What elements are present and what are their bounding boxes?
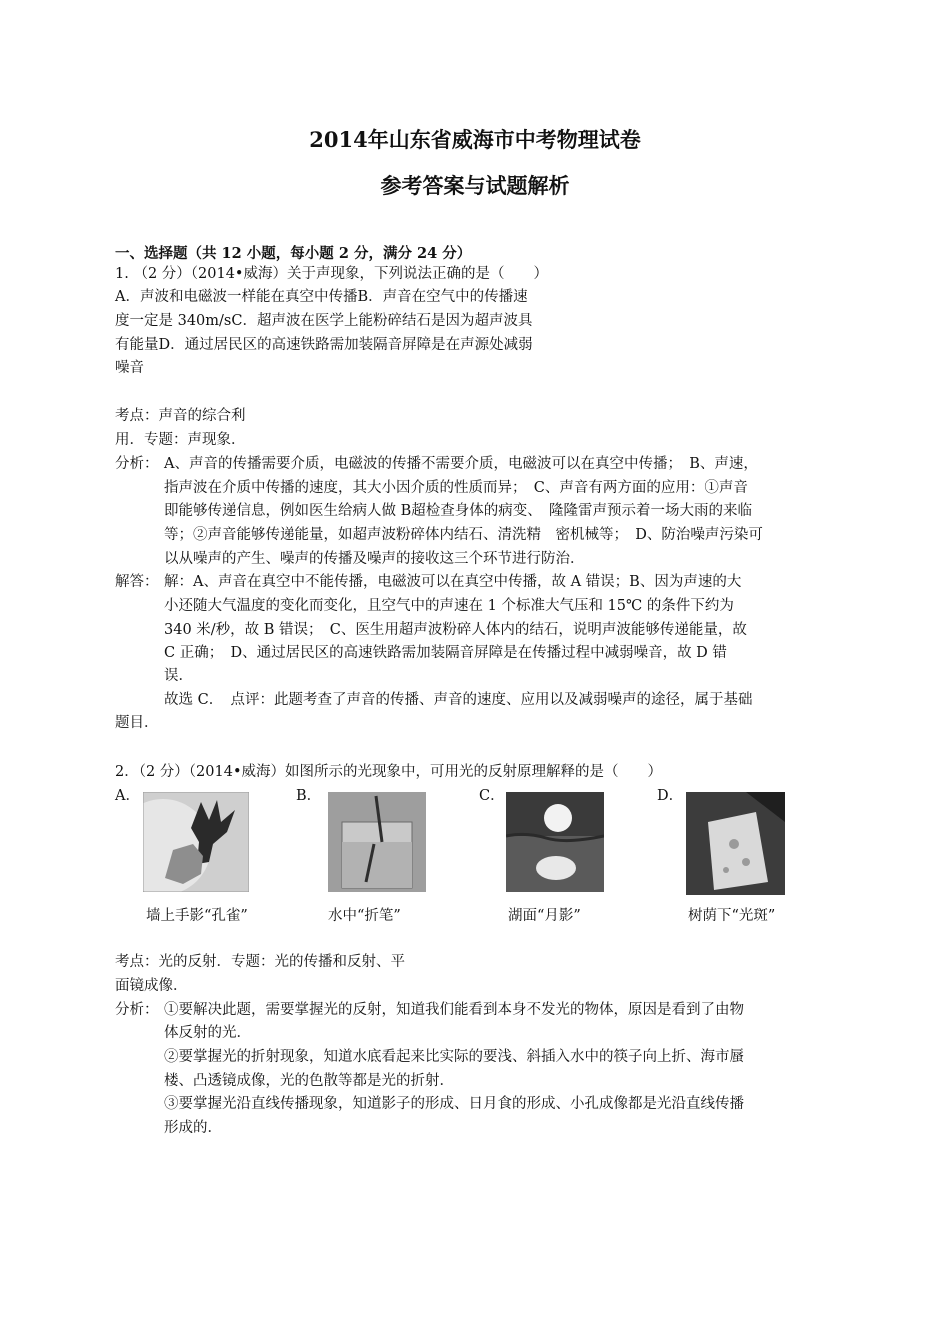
q1-option-line: 有能量D．通过居民区的高速铁路需加装隔音屏障是在声源处减弱 — [115, 337, 533, 353]
q1-analysis-line: 即能够传递信息，例如医生给病人做 B超检查身体的病变、 隆隆雷声预示着一场大雨的来临 — [164, 503, 753, 519]
q2-caption-a: 墙上手影“孔雀” — [146, 908, 248, 924]
q1-stem: 1. （2 分）（2014•威海）关于声现象，下列说法正确的是（ ） — [115, 266, 548, 282]
q1-option-line: 度一定是 340m/sC．超声波在医学上能粉碎结石是因为超声波具 — [115, 313, 533, 329]
q1-answer-tail: 题目． — [115, 715, 159, 731]
shadow-peacock-photo — [143, 792, 249, 892]
moon-reflection-photo — [506, 792, 604, 892]
q2-analysis-line: ①要解决此题，需要掌握光的反射，知道我们能看到本身不发光的物体，原因是看到了由物 — [164, 1002, 744, 1018]
q2-analysis-line: 形成的． — [164, 1120, 222, 1136]
q1-answer-line: 故选 C． 点评：此题考查了声音的传播、声音的速度、应用以及减弱噪声的途径，属于基础 — [164, 692, 753, 708]
q2-choice-c-label: C． — [479, 788, 505, 804]
q1-answer-line: 340 米/秒，故 B 错误； C、医生用超声波粉碎人体内的结石，说明声波能够传递能量，故 — [164, 622, 747, 638]
q2-analysis-line: ③要掌握光沿直线传播现象，知道影子的形成、日月食的形成、小孔成像都是光沿直线传播 — [164, 1096, 744, 1112]
q2-choice-a-label: A． — [115, 788, 140, 804]
q1-analysis-line: 指声波在介质中传播的速度，其大小因介质的性质而异； C、声音有两方面的应用：①声音 — [164, 480, 748, 496]
q2-analysis-line: 楼、凸透镜成像，光的色散等都是光的折射． — [164, 1073, 454, 1089]
q1-answer-line: 误． — [164, 668, 193, 684]
q1-answer-line: 小还随大气温度的变化而变化，且空气中的声速在 1 个标准大气压和 15℃ 的条件下约为 — [164, 598, 734, 614]
q2-choice-b-label: B． — [296, 788, 322, 804]
q1-analysis-line: 等；②声音能够传递能量，如超声波粉碎体内结石、清洗精 密机械等； D、防治噪声污染可 — [164, 527, 763, 543]
q2-caption-c: 湖面“月影” — [508, 908, 581, 924]
q2-analysis-line: 体反射的光． — [164, 1025, 251, 1041]
q1-kaodian: 用．专题：声现象． — [115, 432, 246, 448]
light-spots-photo — [686, 792, 785, 895]
q1-analysis-label: 分析： — [115, 456, 159, 472]
pen-in-water-photo — [328, 792, 426, 892]
q1-answer-line: C 正确； D、通过居民区的高速铁路需加装隔音屏障是在传播过程中减弱噪音，故 D 错 — [164, 645, 727, 661]
q2-choice-d-label: D． — [657, 788, 684, 804]
q1-kaodian: 考点：声音的综合利 — [115, 408, 246, 424]
q2-analysis-label: 分析： — [115, 1002, 159, 1018]
q1-option-line: 噪音 — [115, 360, 144, 376]
q2-analysis-line: ②要掌握光的折射现象，知道水底看起来比实际的要浅、斜插入水中的筷子向上折、海市蜃 — [164, 1049, 744, 1065]
q2-caption-d: 树荫下“光斑” — [688, 908, 776, 924]
q2-caption-b: 水中“折笔” — [328, 908, 401, 924]
q2-kaodian: 考点：光的反射．专题：光的传播和反射、平 — [115, 954, 405, 970]
page-subtitle: 参考答案与试题解析 — [380, 173, 570, 198]
page-title: 2014年山东省威海市中考物理试卷 — [309, 127, 641, 152]
section-heading: 一、选择题（共 12 小题，每小题 2 分，满分 24 分） — [115, 245, 472, 262]
q2-stem: 2．（2 分）（2014•威海）如图所示的光现象中，可用光的反射原理解释的是（ ） — [115, 764, 663, 780]
q1-option-line: A．声波和电磁波一样能在真空中传播B．声音在空气中的传播速 — [115, 289, 528, 305]
q1-answer-line: 解：A、声音在真空中不能传播，电磁波可以在真空中传播，故 A 错误；B、因为声速的大 — [164, 574, 742, 590]
q1-analysis-line: A、声音的传播需要介质，电磁波的传播不需要介质，电磁波可以在真空中传播； B、声速， — [164, 456, 758, 472]
q2-kaodian: 面镜成像． — [115, 978, 188, 994]
q1-answer-label: 解答： — [115, 574, 159, 590]
q1-analysis-line: 以从噪声的产生、噪声的传播及噪声的接收这三个环节进行防治． — [164, 551, 585, 567]
